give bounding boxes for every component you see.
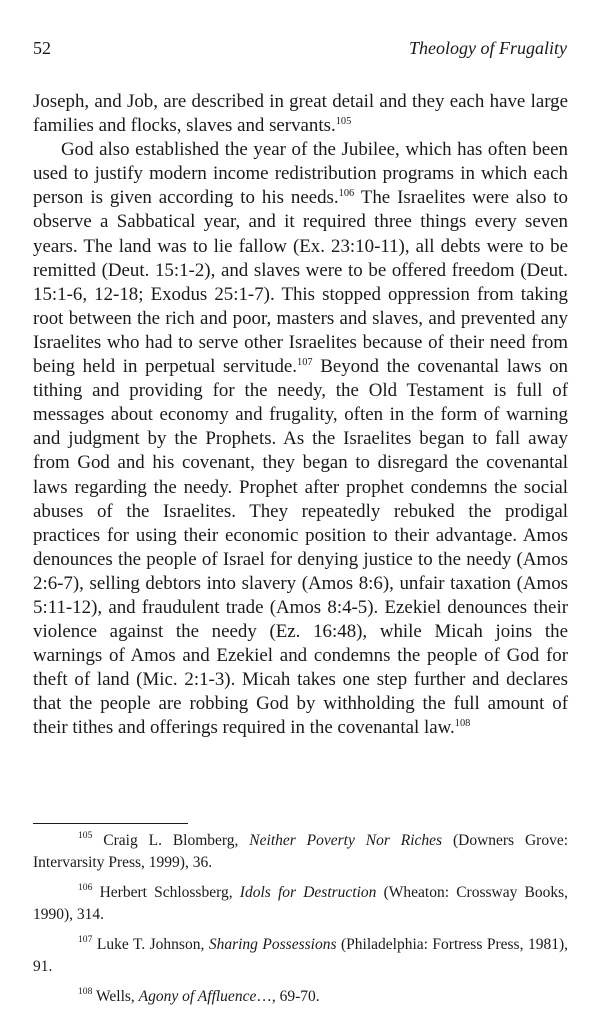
footnote-ref-105: 105 [335,115,352,127]
running-title: Theology of Frugality [409,38,567,58]
footnote-title: Neither Poverty Nor Riches [249,832,443,849]
footnote-title: Sharing Possessions [208,936,337,953]
footnote-citation: (Downers Grove: Intervarsity Press, 1999), 36. [33,832,569,871]
footnote [33,830,568,874]
paragraph-2 [33,138,568,740]
page-number: 52 [33,38,51,58]
footnote-ref-108: 108 [454,718,471,730]
footnote-number: 106 [78,882,93,894]
footnote-author: Craig L. Blomberg, [103,832,250,849]
paragraph-2-text-3: Beyond the covenantal laws on tithing and providing for the needy, the Old Testament is full of messages about economy and frugality, often in the form of warning and judgment by the Prophets. As the Israelites began to fall away from God and his covenant, they began to disregard the covenantal laws regarding the needy. Prophet after prophet condemns the social abuses of the Israelites. They repeatedly rebuked the prodigal practices for using their economic position to their advantage. Amos denounces the people of Israel for denying justice to the needy (Amos 2:6-7), selling debtors into slavery (Amos 8:6), unfair taxation (Amos 5:11-12), and fraudulent trade (Amos 8:4-5). Ezekiel denounces their violence against the needy (Ez. 16:48), while Micah joins the warnings of Amos and Ezekiel and condemns the people of God for theft of land (Mic. 2:1-3). Micah takes one step further and declares that the people are robbing God by withholding the full amount of their tithes and offerings required in the covenantal law. [33,356,568,739]
paragraph-1-text: Joseph, and Job, are described in great detail and they each have large families and flocks, slaves and servants. [33,91,568,137]
footnote-author: Wells, [96,988,139,1005]
footnote-citation: (Wheaton: Crossway Books, 1990), 314. [33,884,569,923]
footnote-ref-107: 107 [297,356,313,368]
footnote-ref-106: 106 [338,188,355,200]
running-header [33,38,567,59]
footnotes [33,830,568,1016]
footnote-title: Agony of Affluence [138,988,257,1005]
footnote [33,934,568,978]
footnote-number: 108 [78,986,93,998]
footnote-divider [33,823,188,824]
paragraph-1 [33,90,568,138]
footnote [33,986,568,1008]
footnote-number: 105 [78,830,93,842]
footnote-title: Idols for Destruction [239,884,377,901]
footnote [33,882,568,926]
main-text [33,90,568,741]
footnote-author: Luke T. Johnson, [96,936,209,953]
paragraph-2-text-1: God also established the year of the Jubilee, which has often been used to justify modern income redistribution programs in which each person is given according to his needs. [33,139,568,209]
footnote-citation: (Philadelphia: Fortress Press, 1981), 91. [33,936,568,975]
footnote-number: 107 [78,934,93,946]
paragraph-2-text-2: The Israelites were also to observe a Sabbatical year, and it required three things every seven years. The land was to lie fallow (Ex. 23:10-11), all debts were to be remitted (Deut. 15:1-2), and slaves were to be offered freedom (Deut. 15:1-6, 12-18; Exodus 25:1-7). This stopped oppression from taking root between the rich and poor, masters and slaves, and prevented any Israelites who had to serve other Israelites because of their need from being held in perpetual servitude. [33,187,569,378]
footnote-citation: …, 69-70. [256,988,320,1005]
footnote-author: Herbert Schlossberg, [99,884,240,901]
